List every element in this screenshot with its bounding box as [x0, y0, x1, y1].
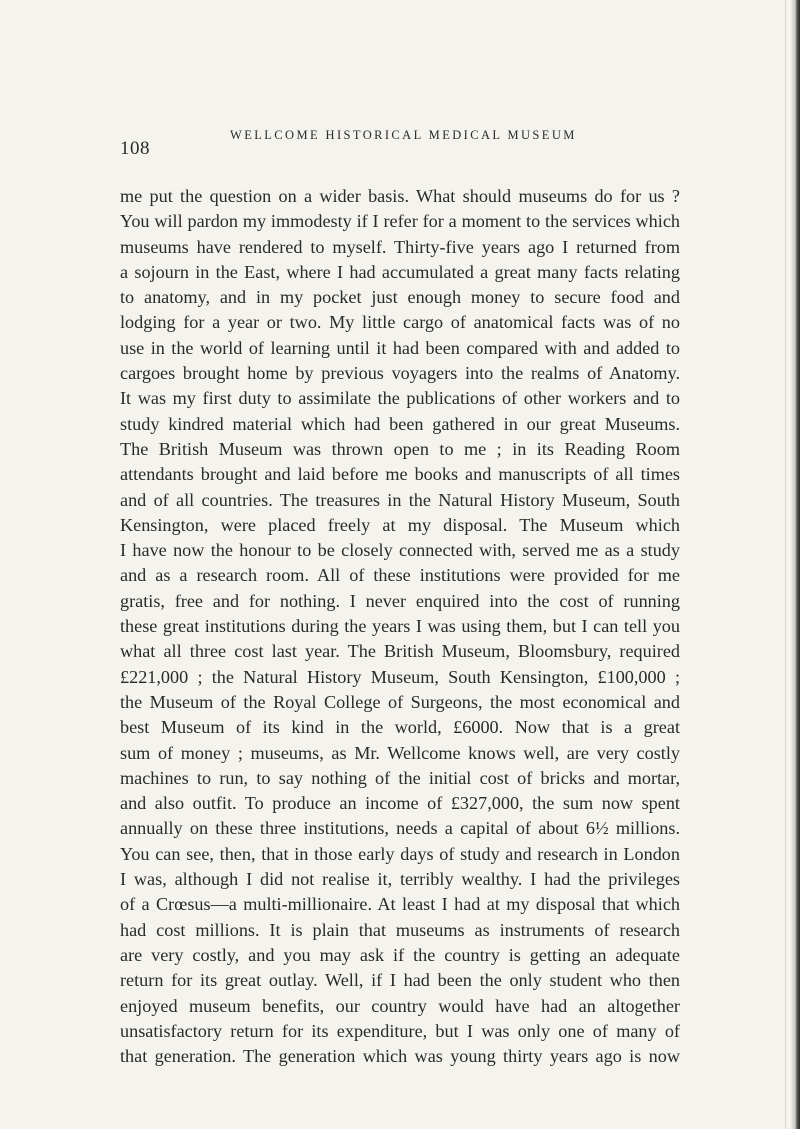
running-head: WELLCOME HISTORICAL MEDICAL MUSEUM [230, 128, 577, 142]
text-line: £221,000 ; the Natural History Museum, South Kensington, £100,000 ; [120, 666, 680, 687]
text-line: You can see, then, that in those early days of study and research in London [120, 843, 680, 864]
text-line: museums have rendered to myself. Thirty-five years ago I returned from [120, 236, 680, 257]
text-line: that generation. The generation which was young thirty years ago is now [120, 1046, 680, 1067]
text-line: and as a research room. All of these institutions were provided for me [120, 565, 680, 586]
text-line: I was, although I did not realise it, terribly wealthy. I had the privileges [120, 869, 680, 890]
text-line: a sojourn in the East, where I had accumulated a great many facts relating [120, 261, 680, 282]
text-line: annually on these three institutions, needs a capital of about 6½ millions. [120, 818, 680, 839]
body-paragraph [120, 184, 680, 1069]
text-line: and also outfit. To produce an income of £327,000, the sum now spent [120, 793, 680, 814]
text-line: what all three cost last year. The British Museum, Bloomsbury, required [120, 641, 680, 662]
text-line: You will pardon my immodesty if I refer for a moment to the services which [120, 211, 680, 232]
text-line: Kensington, were placed freely at my disposal. The Museum which [120, 514, 680, 535]
text-line: to anatomy, and in my pocket just enough money to secure food and [120, 287, 680, 308]
text-line: these great institutions during the years I was using them, but I can tell you [120, 616, 680, 637]
text-line: I have now the honour to be closely connected with, served me as a study [120, 540, 680, 561]
page-fold-line [785, 0, 786, 1129]
text-line: It was my first duty to assimilate the publications of other workers and to [120, 388, 680, 409]
page-header [106, 118, 686, 158]
text-line: unsatisfactory return for its expenditure, but I was only one of many of [120, 1020, 680, 1041]
text-line: use in the world of learning until it had been compared with and added to [120, 337, 680, 358]
text-line: the Museum of the Royal College of Surgeons, the most economical and [120, 691, 680, 712]
text-line: and of all countries. The treasures in the Natural History Museum, South [120, 489, 680, 510]
text-line: sum of money ; museums, as Mr. Wellcome knows well, are very costly [120, 742, 680, 763]
text-line: attendants brought and laid before me books and manuscripts of all times [120, 464, 680, 485]
text-line: machines to run, to say nothing of the initial cost of bricks and mortar, [120, 767, 680, 788]
text-line: lodging for a year or two. My little cargo of anatomical facts was of no [120, 312, 680, 333]
text-line: gratis, free and for nothing. I never enquired into the cost of running [120, 590, 680, 611]
text-line: of a Crœsus—a multi-millionaire. At least I had at my disposal that which [120, 894, 680, 915]
text-line: me put the question on a wider basis. What should museums do for us ? [120, 186, 680, 206]
text-line: enjoyed museum benefits, our country would have had an altogether [120, 995, 680, 1016]
text-line: return for its great outlay. Well, if I had been the only student who then [120, 970, 680, 991]
page-edge-shadow [791, 0, 800, 1129]
text-line: are very costly, and you may ask if the country is getting an adequate [120, 944, 680, 965]
text-line: cargoes brought home by previous voyagers into the realms of Anatomy. [120, 363, 680, 384]
page-number: 108 [120, 138, 150, 159]
text-line: had cost millions. It is plain that museums as instruments of research [120, 919, 680, 940]
text-line: study kindred material which had been gathered in our great Museums. [120, 413, 680, 434]
text-line: The British Museum was thrown open to me ; in its Reading Room [120, 438, 680, 459]
text-line: best Museum of its kind in the world, £6000. Now that is a great [120, 717, 680, 738]
